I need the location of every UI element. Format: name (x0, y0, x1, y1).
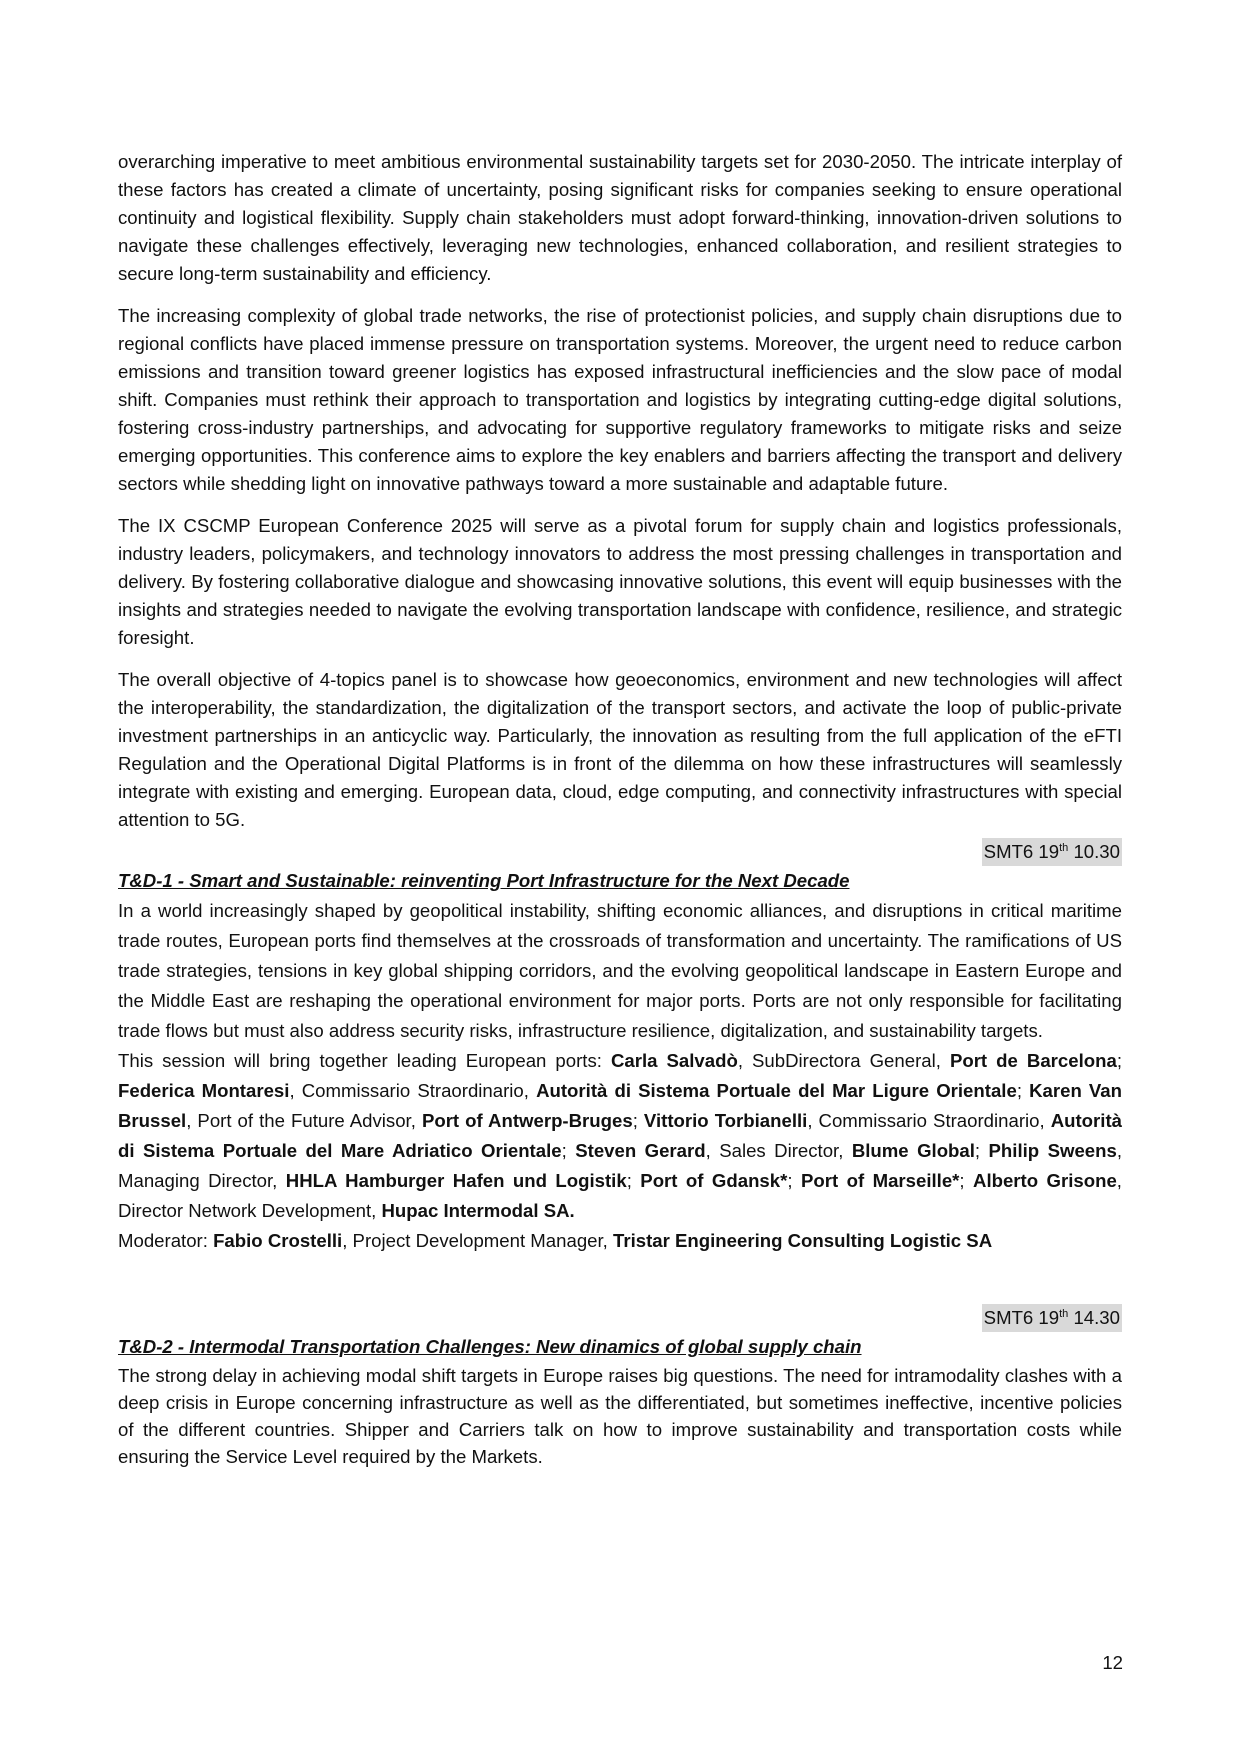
session-td2-schedule (118, 1304, 1122, 1332)
session-td1-schedule (118, 838, 1122, 866)
session-td1-tag-time: 10.30 (1068, 841, 1120, 862)
session-td1-tag (982, 838, 1122, 866)
session-td1-description: In a world increasingly shaped by geopolitical instability, shifting economic alliances, and disruptions in critical maritime trade routes, European ports find themselves at the crossroads of transformation and uncertainty. The ramifications of US trade strategies, tensions in key global shipping corridors, and the evolving geopolitical landscape in Eastern Europe and the Middle East are reshaping the operational environment for major ports. Ports are not only responsible for facilitating trade flows but must also address security risks, infrastructure resilience, digitalization, and sustainability targets. (118, 900, 1122, 1041)
session-td2-tag-sup: th (1059, 1307, 1069, 1320)
speaker-separator: ; (626, 1170, 641, 1191)
speaker-list (118, 1050, 1122, 1221)
speaker-name: Steven Gerard (575, 1140, 706, 1161)
paragraph-intro-3: The IX CSCMP European Conference 2025 will serve as a pivotal forum for supply chain and logistics professionals, industry leaders, policymakers, and technology innovators to address the most pressing challenges in transportation and delivery. By fostering collaborative dialogue and showcasing innovative solutions, this event will equip businesses with the insights and strategies needed to navigate the evolving transportation landscape with confidence, resilience, and strategic foresight. (118, 515, 1122, 648)
session-td2-tag-code: SMT6 19 (983, 1307, 1060, 1328)
moderator-role: , Project Development Manager, (342, 1230, 613, 1251)
speaker-name: Port of Marseille* (800, 1170, 960, 1191)
speaker-role: , Port of the Future Advisor, (186, 1110, 422, 1131)
speaker-name: Alberto Grisone (973, 1170, 1117, 1191)
paragraph-intro-2: The increasing complexity of global trade networks, the rise of protectionist policies, and supply chain disruptions due to regional conflicts have placed immense pressure on transportation systems. Moreover, the urgent need to reduce carbon emissions and transition toward greener logistics has exposed infrastructural inefficiencies and the slow pace of modal shift. Companies must rethink their approach to transportation and logistics by integrating cutting-edge digital solutions, fostering cross-industry partnerships, and advocating for supportive regulatory frameworks to mitigate risks and seize emerging opportunities. This conference aims to explore the key enablers and barriers affecting the transport and delivery sectors while shedding light on innovative pathways toward a more sustainable and adaptable future. (118, 305, 1122, 494)
speaker-name: Carla Salvadò (610, 1050, 738, 1071)
speaker-name: Port of Gdansk* (640, 1170, 788, 1191)
paragraph-intro-1: overarching imperative to meet ambitious environmental sustainability targets set for 2030-2050. The intricate interplay of these factors has created a climate of uncertainty, posing significant risks for companies seeking to ensure operational continuity and logistical flexibility. Supply chain stakeholders must adopt forward-thinking, innovation-driven solutions to navigate these challenges effectively, leveraging new technologies, enhanced collaboration, and resilient strategies to secure long-term sustainability and efficiency. (118, 151, 1122, 284)
session-td1-tag-code: SMT6 19 (983, 841, 1060, 862)
session-td1-moderator (118, 1226, 1122, 1256)
speaker-separator: ; (632, 1110, 644, 1131)
session-td2 (118, 1304, 1122, 1470)
speaker-organization: HHLA Hamburger Hafen und Logistik (285, 1170, 627, 1191)
session-td1-speakers (118, 1046, 1122, 1226)
speaker-organization: Hupac Intermodal SA. (381, 1200, 575, 1221)
session-td1-title: T&D-1 - Smart and Sustainable: reinventing Port Infrastructure for the Next Decade (118, 870, 850, 891)
speaker-name: Federica Montaresi (118, 1080, 290, 1101)
speaker-organization: Port of Antwerp-Bruges (421, 1110, 633, 1131)
session-td2-tag (982, 1304, 1122, 1332)
session-td2-tag-time: 14.30 (1068, 1307, 1120, 1328)
moderator-name: Fabio Crostelli (213, 1230, 343, 1251)
speaker-organization: Autorità di Sistema Portuale del Mare Adriatico Orientale (118, 1110, 1122, 1161)
session-td1-tag-sup: th (1059, 841, 1069, 854)
speaker-role: , SubDirectora General, (737, 1050, 950, 1071)
speaker-separator: ; (974, 1140, 989, 1161)
speaker-organization: Port de Barcelona (949, 1050, 1117, 1071)
speaker-name: Vittorio Torbianelli (643, 1110, 808, 1131)
session-td2-title: T&D-2 - Intermodal Transportation Challenges: New dinamics of global supply chain (118, 1336, 862, 1357)
speaker-role: , Commissario Straordinario, (807, 1110, 1051, 1131)
speaker-name: Karen Van Brussel (118, 1080, 1123, 1131)
speaker-separator: ; (561, 1140, 576, 1161)
speaker-role: , Managing Director, (118, 1140, 1122, 1191)
moderator-org: Tristar Engineering Consulting Logistic SA (613, 1230, 993, 1251)
speaker-role: , Director Network Development, (118, 1170, 1122, 1221)
speaker-separator: ; (1116, 1050, 1122, 1071)
session-td1 (118, 838, 1122, 1256)
speaker-organization: Blume Global (851, 1140, 975, 1161)
speakers-intro: This session will bring together leading European ports: (118, 1050, 611, 1071)
speaker-name: Philip Sweens (988, 1140, 1117, 1161)
paragraph-intro-4: The overall objective of 4-topics panel is to showcase how geoeconomics, environment and new technologies will affect the interoperability, the standardization, the digitalization of the transport sectors, and activate the loop of public-private investment partnerships in an anticyclic way. Particularly, the innovation as resulting from the full application of the eFTI Regulation and the Operational Digital Platforms is in front of the dilemma on how these infrastructures will seamlessly integrate with existing and emerging. European data, cloud, edge computing, and connectivity infrastructures with special attention to 5G. (118, 669, 1122, 830)
page-number: 12 (1102, 1652, 1123, 1673)
speaker-separator: ; (959, 1170, 974, 1191)
speaker-role: , Sales Director, (705, 1140, 852, 1161)
speaker-separator: ; (787, 1170, 801, 1191)
session-td2-description: The strong delay in achieving modal shift targets in Europe raises big questions. The need for intramodality clashes with a deep crisis in Europe concerning infrastructure as well as the differentiated, but sometimes ineffective, incentive policies of the different countries. Shipper and Carriers talk on how to improve sustainability and transportation costs while ensuring the Service Level required by the Markets. (118, 1365, 1122, 1467)
moderator-label: Moderator: (118, 1230, 214, 1251)
speaker-organization: Autorità di Sistema Portuale del Mar Ligure Orientale (536, 1080, 1017, 1101)
speaker-role: , Commissario Straordinario, (289, 1080, 537, 1101)
document-page (118, 148, 1122, 1470)
speaker-separator: ; (1016, 1080, 1030, 1101)
